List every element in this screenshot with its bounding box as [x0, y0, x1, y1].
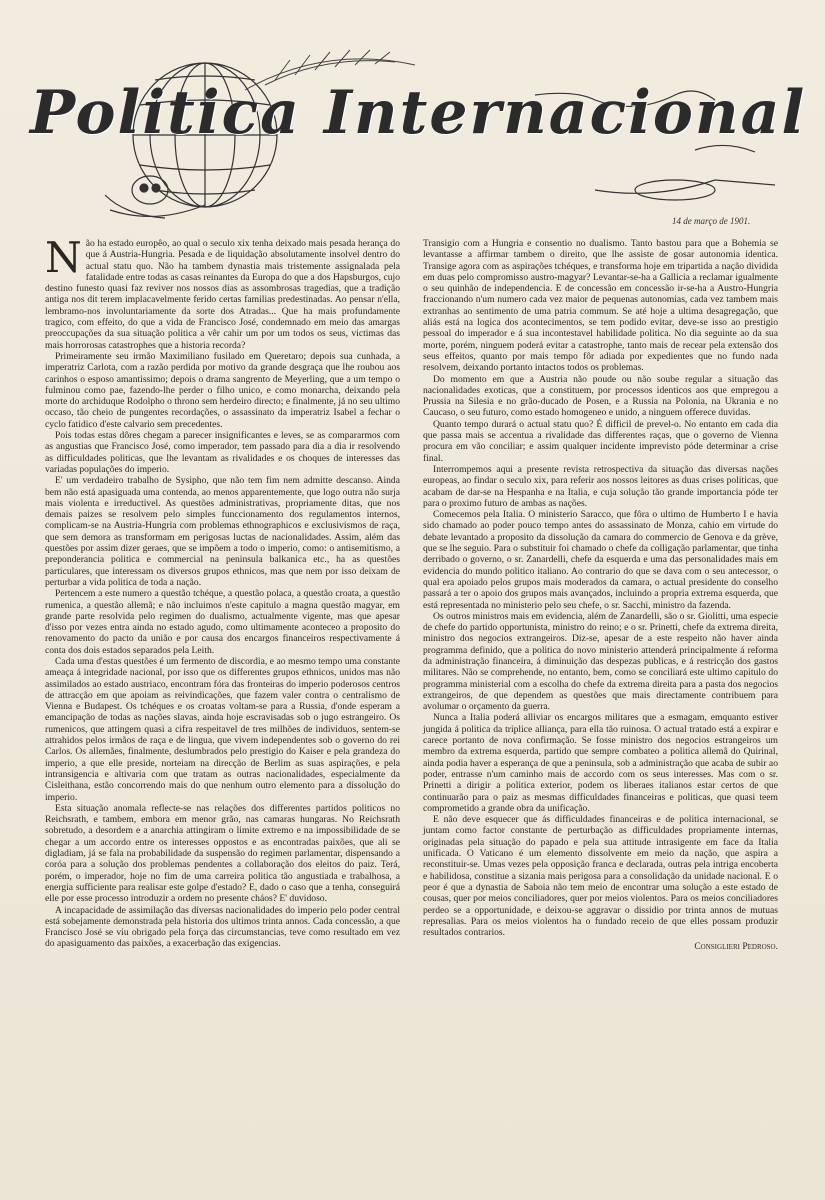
article-paragraph: Cada uma d'estas questões é um fermento de discordia, e ao mesmo tempo uma constante ameaça á integridade nacional, por isso que os differentes grupos ethnicos, unidos mas não assimilados ao estado austriaco, encontram fóra das fronteiras do imperio poderosos centros de attracção em que apoiam as reivindicações, que fazem valer contra o centralismo de Vienna e Budapest. Os tchéques e os croatas voltam-se para a Russia, d'onde esperam a emancipação de todas as nações slavas, ainda hoje escravisadas sob o jugo estrangeiro. Os rumenicos, que attingem quasi a cifra respeitavel de tres milhões de individuos, sentem-se attrahidos pelos irmãos de raça e de lingua, que vivem independentes sob o governo do rei Carlos. Os allemães, finalmente, deslumbrados pelo prestigio do Kaiser e pela grandeza do imperio, a que elle preside, norteiam na direcção de Berlim as suas aspirações, e pela intransigencia e altivaria com que tratam as outras nacionalidades, especialmente da Cisleithana, estão concorrendo mais do que nenhum outro elemento para a dissolução do imperio. — [45, 655, 400, 803]
author-signature: Consiglieri Pedroso. — [694, 942, 778, 953]
article-paragraph: Quanto tempo durará o actual statu quo? É difficil de prevel-o. No entanto em cada dia que passa mais se accentua a rivalidade das differentes raças, que o governo de Vienna procura em vão conciliar; e assim qualquer incidente imprevisto póde determinar a crise final. — [423, 418, 778, 464]
dropcap: N — [45, 233, 82, 282]
article-left-column — [45, 233, 400, 950]
article-paragraph: Nunca a Italia poderá alliviar os encargos militares que a esmagam, emquanto estiver jungida á politica da triplice alliança, para ella tão ruinosa. O actual tratado está a expirar e carece portanto de nova confirmação. Se fosse ministro dos negocios estrangeiros um membro da extrema esquerda, partido que sempre combateo a politica allemã do Quirinal, ainda podia haver a esperança de que a peninsula, sob a administração que acaba de subir ao poder, entrasse n'um caminho mais de accordo com os seus interesses. Mas com o sr. Prinetti a dirigir a politica exterior, podem os liberaes italianos estar certos de que continuarão para o paiz as mesmas difficuldades financeiras e politicas, que quasi teem comprometido a grande obra da unificação. — [423, 712, 778, 814]
article-paragraph: Interrompemos aqui a presente revista retrospectiva da situação das diversas nações europeas, ao findar o seculo xix, para referir aos nossos leitores as duas crises politicas, que acabam de dar-se na Hespanha e na Italia, e cuja solução tão grande importancia póde ter para o proximo futuro de ambas as nações. — [423, 463, 778, 509]
article-paragraph: Pois todas estas dôres chegam a parecer insignificantes e leves, se as compararmos com as angustias que Francisco José, como imperador, tem passado para dia a dia ir resolvendo as difficuldades politicas, que lhe levantam as rivalidades e os choques de interesses das variadas populações do imperio. — [45, 430, 400, 475]
article-paragraph: Esta situação anomala reflecte-se nas relações dos differentes partidos politicos no Reichsrath, e tambem, embora em menor grão, nas camaras hungaras. No Reichsrath sobretudo, a desordem e a anarchia attingiram o limite extremo e na impossibilidade de se chegar a um accordo entre os interesses oppostos e as encontradas paixões, que ali se digladiam, já se fala na probabilidade da suspensão do regimen parlamentar, dispensando a coróa para a solução dos problemas pendentes a collaboração dos eleitos do paiz. Terá, porém, o imperador, hoje no fim de uma carreira politica tão angustiada e trabalhosa, a energia sufficiente para realisar este golpe d'estado? E, dado o caso que a tenha, conseguirá elle por esse processo introduzir a ordem no presente cháos? E' duvidoso. — [45, 802, 400, 905]
article-paragraph: Os outros ministros mais em evidencia, além de Zanardelli, são o sr. Giolitti, uma especie de chefe do partido opportunista, ministro do reino; e o sr. Prinetti, chefe da extrema direita, ministro dos negocios extrangeiros. Diz-se, apesar de a este respeito não haver ainda programma definido, que a politica do novo ministerio attenderá principalmente á reforma da administração financeira, á diminuição das despezas publicas, e á restricção dos gastos militares. Não se comprehende, no entanto, bem, como se conciliará este ultimo capitulo do programma ministerial com a escolha do chefe da extrema direita para a pasta dos negocios extrangeiros, de que dependem as questões que mais directamente contribuem para avolumar o orçamento da guerra. — [423, 610, 778, 713]
article-paragraph: Transigio com a Hungria e consentio no dualismo. Tanto bastou para que a Bohemia se levantasse a affirmar tambem o direito, que lhe assiste de gosar autonomia identica. Transige agora com as aspirações tchéques, e transforma hoje em tripartida a nação dividida em duas pelo compromisso austro-magyar? Levantar-se-ha a Gallicia a reclamar igualmente o seu quinhão de independencia. E de concessão em concessão ir-se-ha a Austro-Hungria fraccionando n'um numero cada vez maior de pequenas autonomias, cada vez tambem mais extranhas ao sentimento de uma patria commum. Se até hoje a ultima desagregação, que aliás está na logica dos acontecimentos, se tem podido evitar, deve-se isso ao prestigio pessoal do imperador e á sua incontestavel habilidade politica. No dia seguinte ao da sua morte, porém, ninguem poderá evitar a catastrophe, tanto mais de recear pela extensão dos seus effeitos, quanto por mais tempo fôr adiada por expedientes que no fundo nada resolvem, deixando portanto intactos todos os problemas. — [423, 238, 778, 374]
article-paragraph: E' um verdadeiro trabalho de Sysipho, que não tem fim nem admitte descanso. Ainda bem não está apasiguada uma contenda, ao menos apparentemente, que logo outra não surja mais violenta e irreductivel. As questões administrativas, propriamente ditas, que nos demais paizes se resolvem pelo simples funccionamento dos regulamentos internos, complicam-se na Austria-Hungria com problemas ethnographicos e exclusivismos de raça, que sem demora as transformam em perigosas luctas de nacionalidades. Assim, além das questões por assim dizer geraes, que se impõem a todo o imperio, como: o antisemitismo, a preponderancia politica e commercial na peninsula balkanica etc., ha as questões particulares, que interessam os diversos grupos ethnicos, mas que nem por isso deixam de perturbar a vida politica de toda a nação. — [45, 475, 400, 588]
article-paragraph: Comecemos pela Italia. O ministerio Saracco, que fôra o ultimo de Humberto I e havia sido chamado ao poder pouco tempo antes do assassinato de Monza, cahio em virtude do debate levantado a proposito da dissolução da camara do commercio de Genova e da grève, que se lhe seguio. Para o substituir foi chamado o chefe da colligação parlamentar, que tinha derribado o governo, o sr. Zanardelli, chefe da esquerda e uma das personalidades mais em evidencia do mundo politico italiano. Ao contrario do que se dava com o seu antecessor, o qual era apoiado pelos grupos mais moderados da camara, o actual presidente do conselho passará a ter o apoio dos grupos mais avançados, incluindo a propria extrema esquerda, que está representada no ministerio pelo seu chefe, o sr. Sacchi, ministro da fazenda. — [423, 509, 778, 611]
article-paragraph: Pertencem a este numero a questão tchéque, a questão polaca, a questão croata, a questão rumenica, a questão allemã; e não incluimos n'este capitulo a magna questão magyar, em grande parte resolvida pelo regimen do dualismo, actualmente vigente, mas que apesar d'isso por vezes entra ainda no estado agudo, como ultimamente aconteceo a proposito do renovamento do pacto da união e por causa dos encargos financeiros respectivamente á conta dos dois estados separados pela Leith. — [45, 588, 400, 656]
article-paragraph: E não deve esquecer que ás difficuldades financeiras e de politica internacional, se juntam como factor constante de perturbação as difficuldades propriamente internas, originadas pela situação do papado e pela sua attitude intrasigente em face da Italia unificada. O Vaticano é um elemento dissolvente em meio da nação, que aspira a reconstituir-se. Umas vezes pela opposição franca e declarada, outras pela intriga encoberta e habilidosa, constitue a sizania mais perigosa para a consolidação da unidade nacional. E o peor é que a dynastia de Saboia não tem meio de encontrar uma solução a este estado de cousas, quer por meios conciliadores, quer por meios violentos. Para os meios conciliadores perdeo se a opportunidade, e deixou-se aggravar o dissidio por trinta annos de mutuas represalias. Para os meios violentos ha o fundado receio de que elles possam produzir resultados contrarios. — [423, 814, 778, 939]
article-paragraph: A incapacidade de assimilação das diversas nacionalidades do imperio pelo poder central está sobejamente demonstrada pela historia dos ultimos trinta annos. Cada concessão, a que Francisco José se viu obrigado pela força das circumstancias, teve como resultado em vez do apasiguamento das paixões, a exacerbação das exigencias. — [45, 904, 400, 950]
dateline: 14 de março de 1901. — [672, 216, 751, 226]
article-paragraph: Do momento em que a Austria não poude ou não soube regular a situação das nacionalidades exoticas, que a constituem, por processos identicos aos que empregou a Prussia na Silesia e no grão-ducado de Posen, e a Russia na Polonia, na Ukrania e no Caucaso, o seu futuro, como estado homogeneo e unido, a ninguem offerece duvidas. — [423, 373, 778, 419]
masthead-title: Politica Internacional — [30, 78, 807, 148]
article-paragraph: Primeiramente seu irmão Maximiliano fusilado em Queretaro; depois sua cunhada, a imperatriz Carlota, com a razão perdida por motivo da grande desgraça que lhe roubou aos carinhos o esposo amantissimo; depois o drama sangrento de Meyerling, que a um tempo o fulminou como pae, fazendo-lhe perder o filho unico, e como monarcha, deixando pela morte do archiduque Rodolpho o throno sem herdeiro directo; e finalmente, já no seu ultimo occaso, tão cheio de pungentes recordações, o assassinato da imperatriz Isabel a fechar o cyclo fatidico d'este calvario sem precedentes. — [45, 350, 400, 430]
article-paragraph-0: Não ha estado europêo, ao qual o seculo xix tenha deixado mais pesada herança do que á Austria-Hungria. Pesada e de liquidação absolutamente insolvel dentro do actual statu quo. Não ha tambem dynastia mais tristemente assignalada pela fatalidade entre todas as casas reinantes da Europa do que a dos Hapsburgos, cujo destino funesto quasi faz reviver nos nossos dias as assombrosas tragedias, que a tradição antiga nos dit terem implacavelmente ferido certas familias predestinadas. Ao pensar n'ella, lembramo-nos involuntariamente da sorte dos Atradas... Que ha mais profundamente tragico, com effeito, do que a vida de Francisco José, condemnado em meio das amargas preoccupações da sua situação politica a vêr cahir um por um todos os seus, victimas das mais horrorosas catastrophes que a historia recorda? — [45, 233, 400, 351]
article-right-column — [423, 238, 778, 954]
